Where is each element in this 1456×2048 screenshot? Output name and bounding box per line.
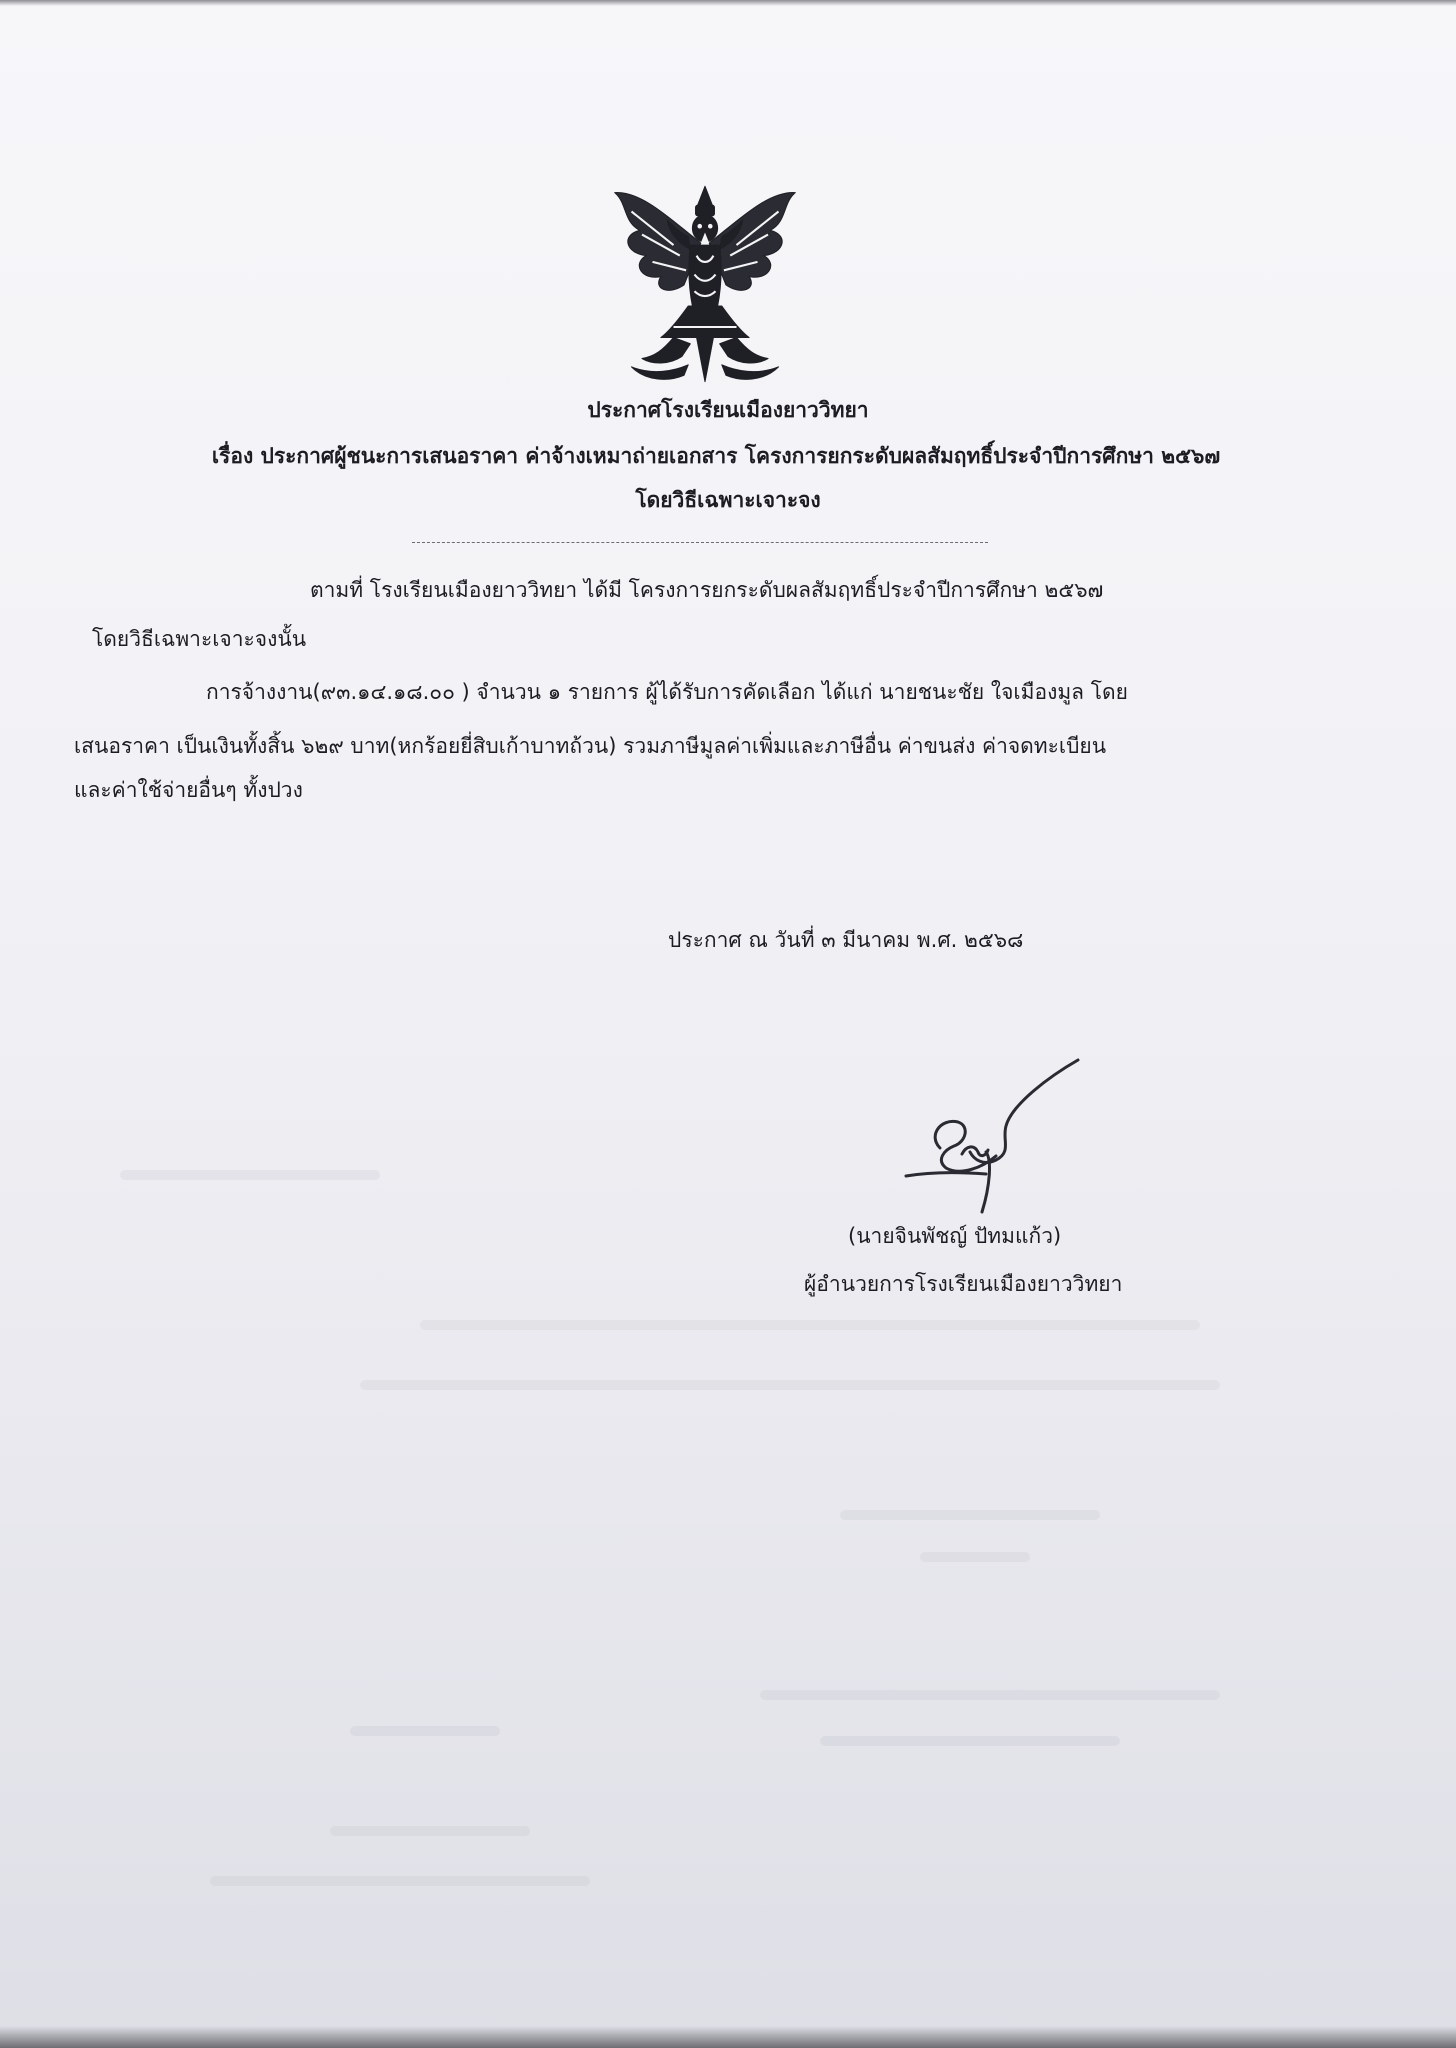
announcement-date: ประกาศ ณ วันที่ ๓ มีนาคม พ.ศ. ๒๕๖๘: [668, 928, 1024, 952]
show-through-mark: [420, 1320, 1200, 1330]
paragraph-1-line-1: ตามที่ โรงเรียนเมืองยาววิทยา ได้มี โครงการยกระดับผลสัมฤทธิ์ประจำปีการศึกษา ๒๕๖๗: [310, 578, 1104, 602]
title-divider: [412, 542, 988, 543]
signer-position: ผู้อำนวยการโรงเรียนเมืองยาววิทยา: [804, 1272, 1123, 1296]
handwritten-signature-icon: [900, 1056, 1090, 1216]
show-through-mark: [920, 1552, 1030, 1562]
show-through-mark: [350, 1726, 500, 1736]
paragraph-2-line-3: และค่าใช้จ่ายอื่นๆ ทั้งปวง: [74, 778, 303, 802]
paragraph-2-line-2: เสนอราคา เป็นเงินทั้งสิ้น ๖๒๙ บาท(หกร้อยยี่สิบเก้าบาทถ้วน) รวมภาษีมูลค่าเพิ่มและภาษีอื่น ค่าขนส่ง ค่าจดทะเบียน: [74, 734, 1107, 758]
show-through-mark: [360, 1380, 1220, 1390]
show-through-mark: [840, 1510, 1100, 1520]
paragraph-1-line-2: โดยวิธีเฉพาะเจาะจงนั้น: [92, 627, 307, 651]
show-through-mark: [210, 1876, 590, 1886]
show-through-mark: [820, 1736, 1120, 1746]
signer-name: (นายจินพัชญ์ ปัทมแก้ว): [848, 1224, 1062, 1248]
procurement-method: โดยวิธีเฉพาะเจาะจง: [635, 488, 821, 512]
announcement-subject: เรื่อง ประกาศผู้ชนะการเสนอราคา ค่าจ้างเหมาถ่ายเอกสาร โครงการยกระดับผลสัมฤทธิ์ประจำปีการศึกษา ๒๕๖๗: [211, 444, 1221, 468]
show-through-mark: [120, 1170, 380, 1180]
page-bottom-edge: [0, 2026, 1456, 2048]
show-through-mark: [330, 1826, 530, 1836]
paragraph-2-line-1: การจ้างงาน(๙๓.๑๔.๑๘.๐๐ ) จำนวน ๑ รายการ ผู้ได้รับการคัดเลือก ได้แก่ นายชนะชัย ใจเมืองมูล โดย: [206, 680, 1128, 704]
announcement-title: ประกาศโรงเรียนเมืองยาววิทยา: [587, 398, 869, 422]
show-through-mark: [760, 1690, 1220, 1700]
garuda-emblem-icon: [600, 180, 810, 390]
page-top-edge: [0, 0, 1456, 6]
